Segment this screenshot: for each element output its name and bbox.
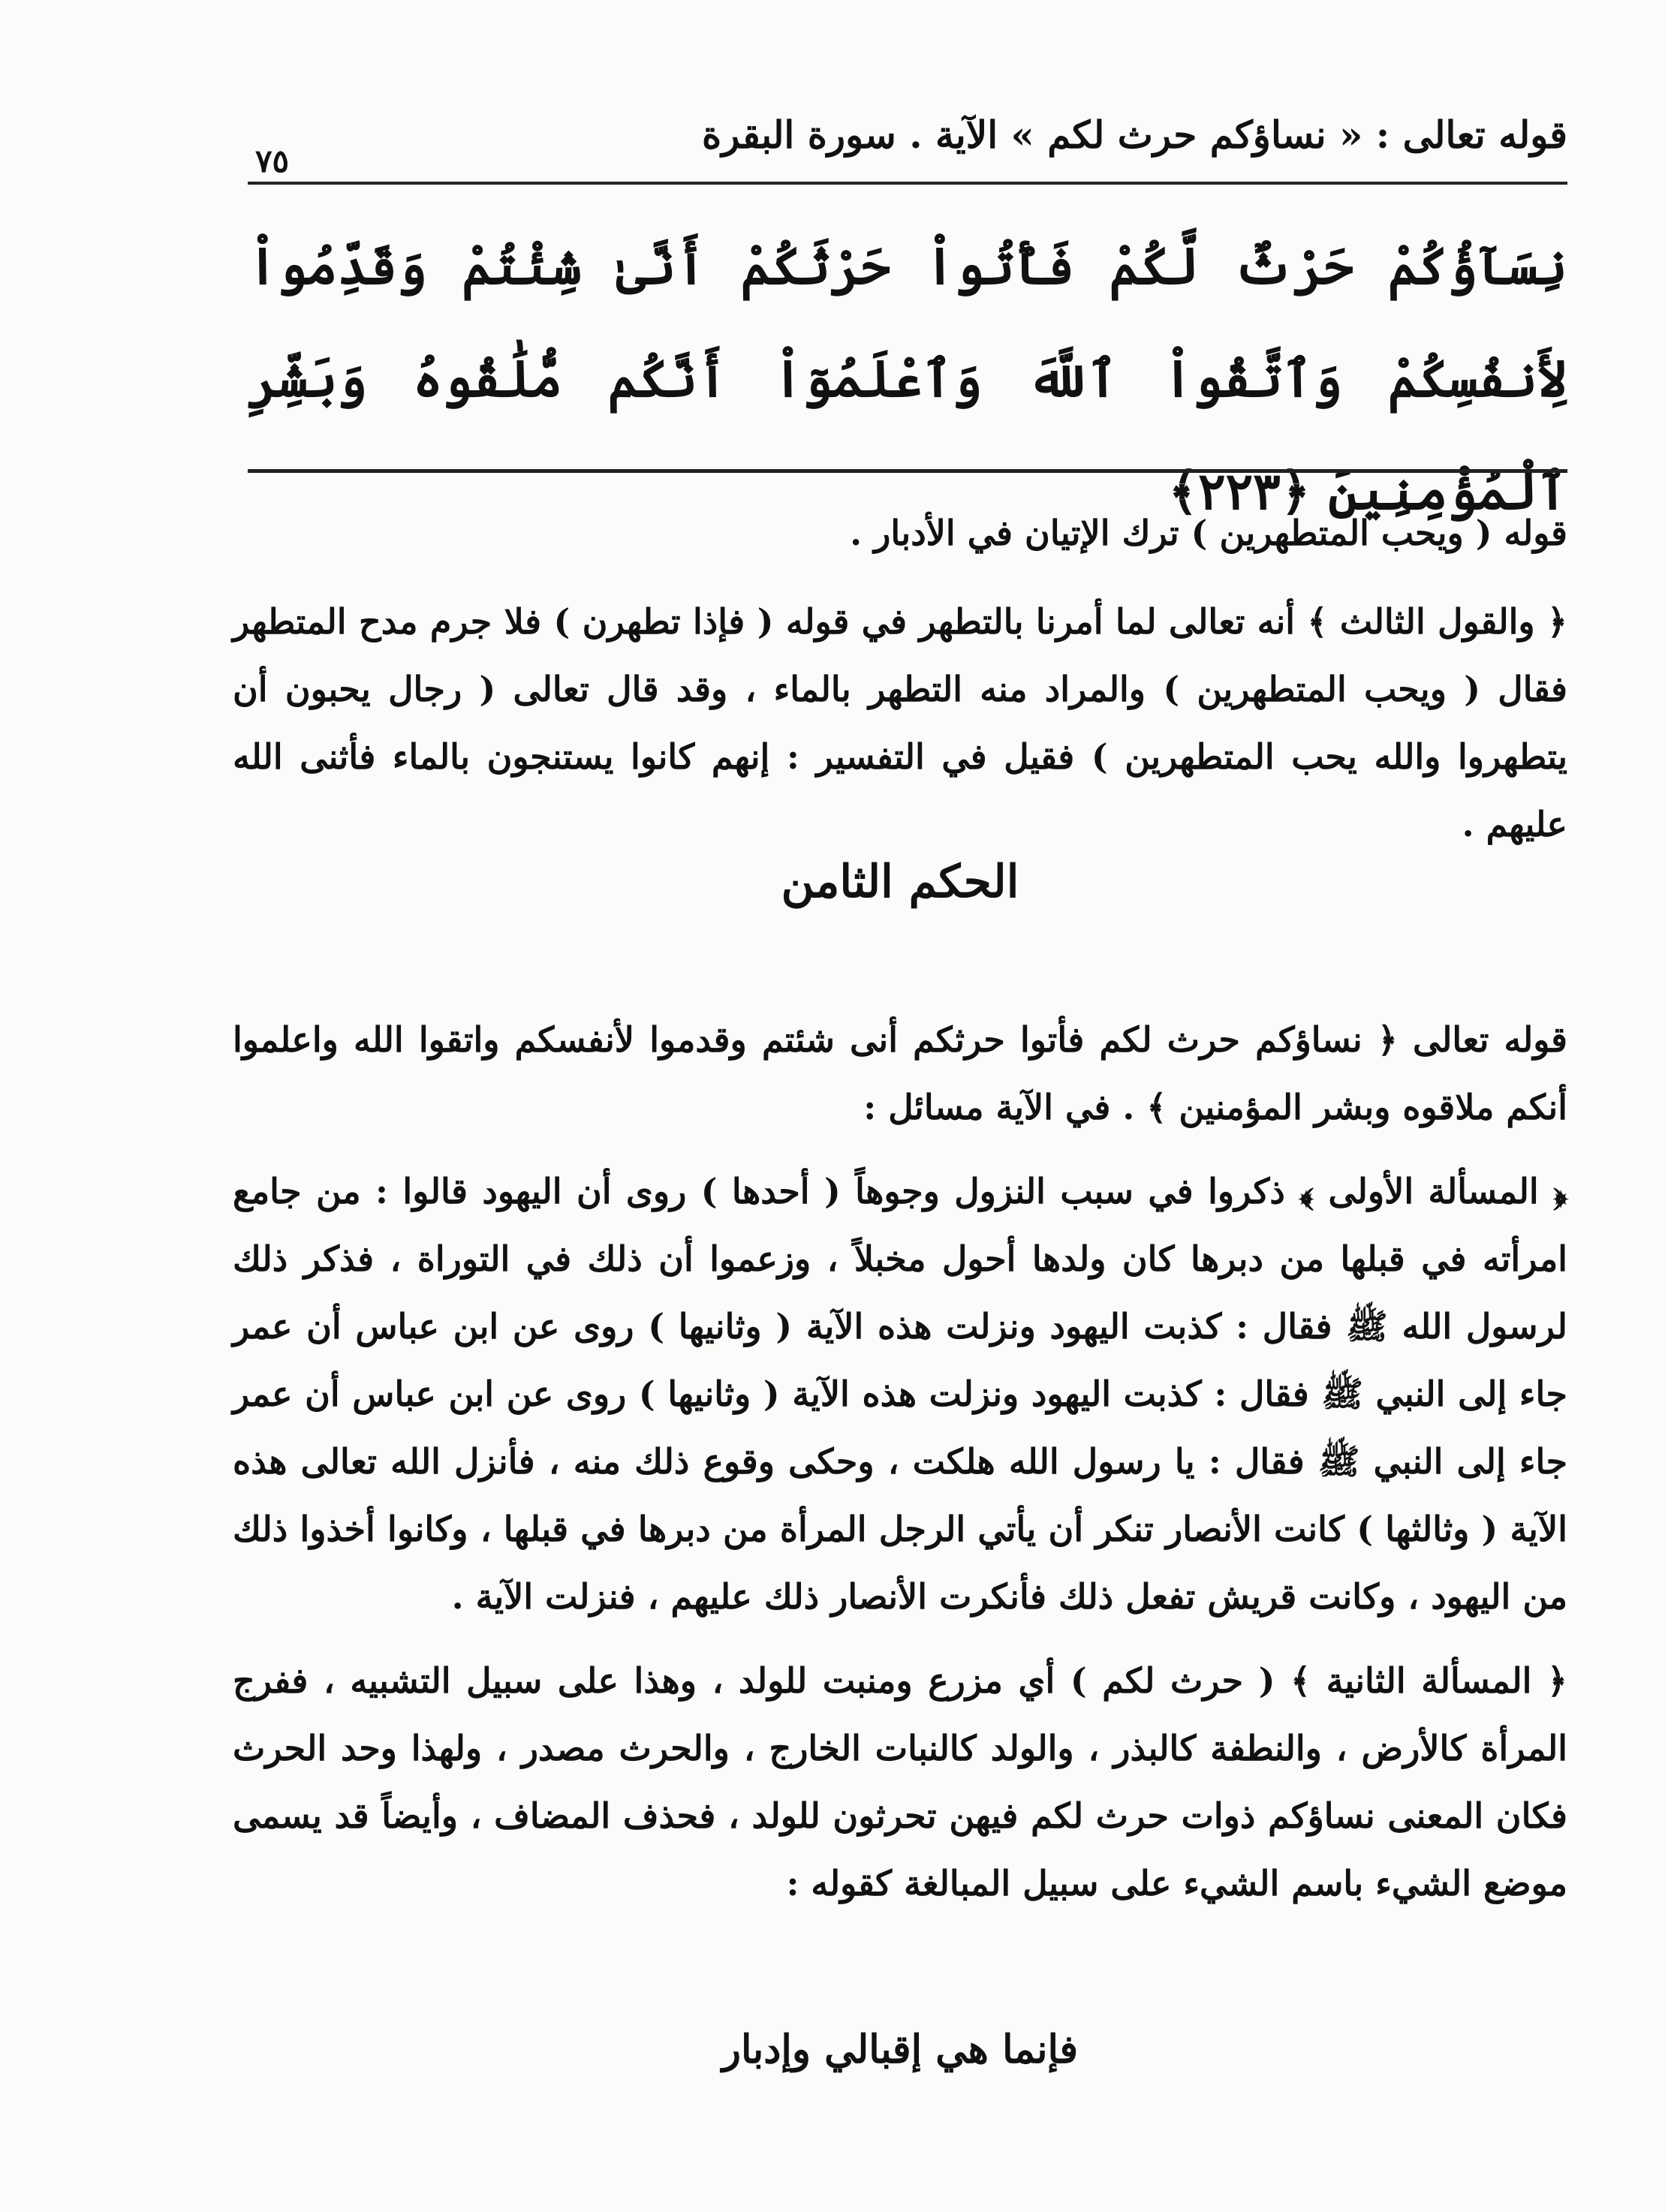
paragraph-4: ﴿ المسألة الأولى ﴾ ذكروا في سبب النزول وجوهاً ( أحدها ) روى أن اليهود قالوا : من جامع امرأته في قبلها من دبرها كان ولدها أحول مخبلاً ، وزعموا أن ذلك في التوراة ، فذكر ذلك لرسول الله ﷺ فقال : كذبت اليهود ونزلت هذه الآية ( وثانيها ) روى عن ابن عباس أن عمر جاء إلى النبي ﷺ فقال : كذبت اليهود ونزلت هذه الآية ( وثانيها ) روى عن ابن عباس أن عمر جاء إلى النبي ﷺ فقال : يا رسول الله هلكت ، وحكى وقوع ذلك منه ، فأنزل الله تعالى هذه الآية ( وثالثها ) كانت الأنصار تنكر أن يأتي الرجل المرأة من دبرها في قبلها ، وكانوا أخذوا ذلك من اليهود ، وكانت قريش تفعل ذلك فأنكرت الأنصار ذلك عليهم ، فنزلت الآية . — [233, 1171, 1567, 1617]
header-rule — [248, 182, 1567, 185]
paragraph-3: قوله تعالى ﴿ نساؤكم حرث لكم فأتوا حرثكم أنى شئتم وقدموا لأنفسكم واتقوا الله واعلموا أنكم ملاقوه وبشر المؤمنين ﴾ . في الآية مسائل : — [233, 1019, 1567, 1127]
paragraph-1: قوله ( ويحب المتطهرين ) ترك الإتيان في الأدبار . — [850, 513, 1567, 553]
running-title: قوله تعالى : « نساؤكم حرث لكم » الآية . سورة البقرة — [702, 113, 1567, 157]
text-block-1 — [233, 499, 1567, 858]
page-number: ٧٥ — [255, 143, 290, 179]
running-header — [248, 113, 1567, 179]
paragraph-5: ﴿ المسألة الثانية ﴾ ( حرث لكم ) أي مزرع ومنبت للولد ، وهذا على سبيل التشبيه ، ففرج المرأة كالأرض ، والنطفة كالبذر ، والولد كالنبات الخارج ، والحرث مصدر ، ولهذا وحد الحرث فكان المعنى نساؤكم ذوات حرث لكم فيهن تحرثون للولد ، فحذف المضاف ، وأيضاً قد يسمى موضع الشيء باسم الشيء على سبيل المبالغة كقوله : — [233, 1660, 1567, 1904]
text-block-2 — [233, 1006, 1567, 1917]
quran-verse: نِسَآؤُكُمْ حَرْثٌ لَّكُمْ فَأْتُواْ حَرْثَكُمْ أَنَّىٰ شِئْتُمْ وَقَدِّمُواْ لِأَنفُسِكُمْ وَٱتَّقُواْ ٱللَّهَ وَٱعْلَمُوٓاْ أَنَّكُم مُّلَٰقُوهُ وَبَشِّرِ ٱلْمُؤْمِنِينَ ﴿٢٢٣﴾ — [248, 236, 1567, 522]
poetry-line: فإنما هي إقبالي وإدبار — [721, 2027, 1079, 2072]
section-heading: الحكم الثامن — [781, 856, 1019, 908]
paragraph-2: ﴿ والقول الثالث ﴾ أنه تعالى لما أمرنا بالتطهر في قوله ( فإذا تطهرن ) فلا جرم مدح المتطهر فقال ( ويحب المتطهرين ) والمراد منه التطهر بالماء ، وقد قال تعالى ( رجال يحبون أن يتطهروا والله يحب المتطهرين ) فقيل في التفسير : إنهم كانوا يستنجون بالماء فأثنى الله عليهم . — [233, 601, 1567, 844]
verse-rule — [248, 469, 1567, 473]
